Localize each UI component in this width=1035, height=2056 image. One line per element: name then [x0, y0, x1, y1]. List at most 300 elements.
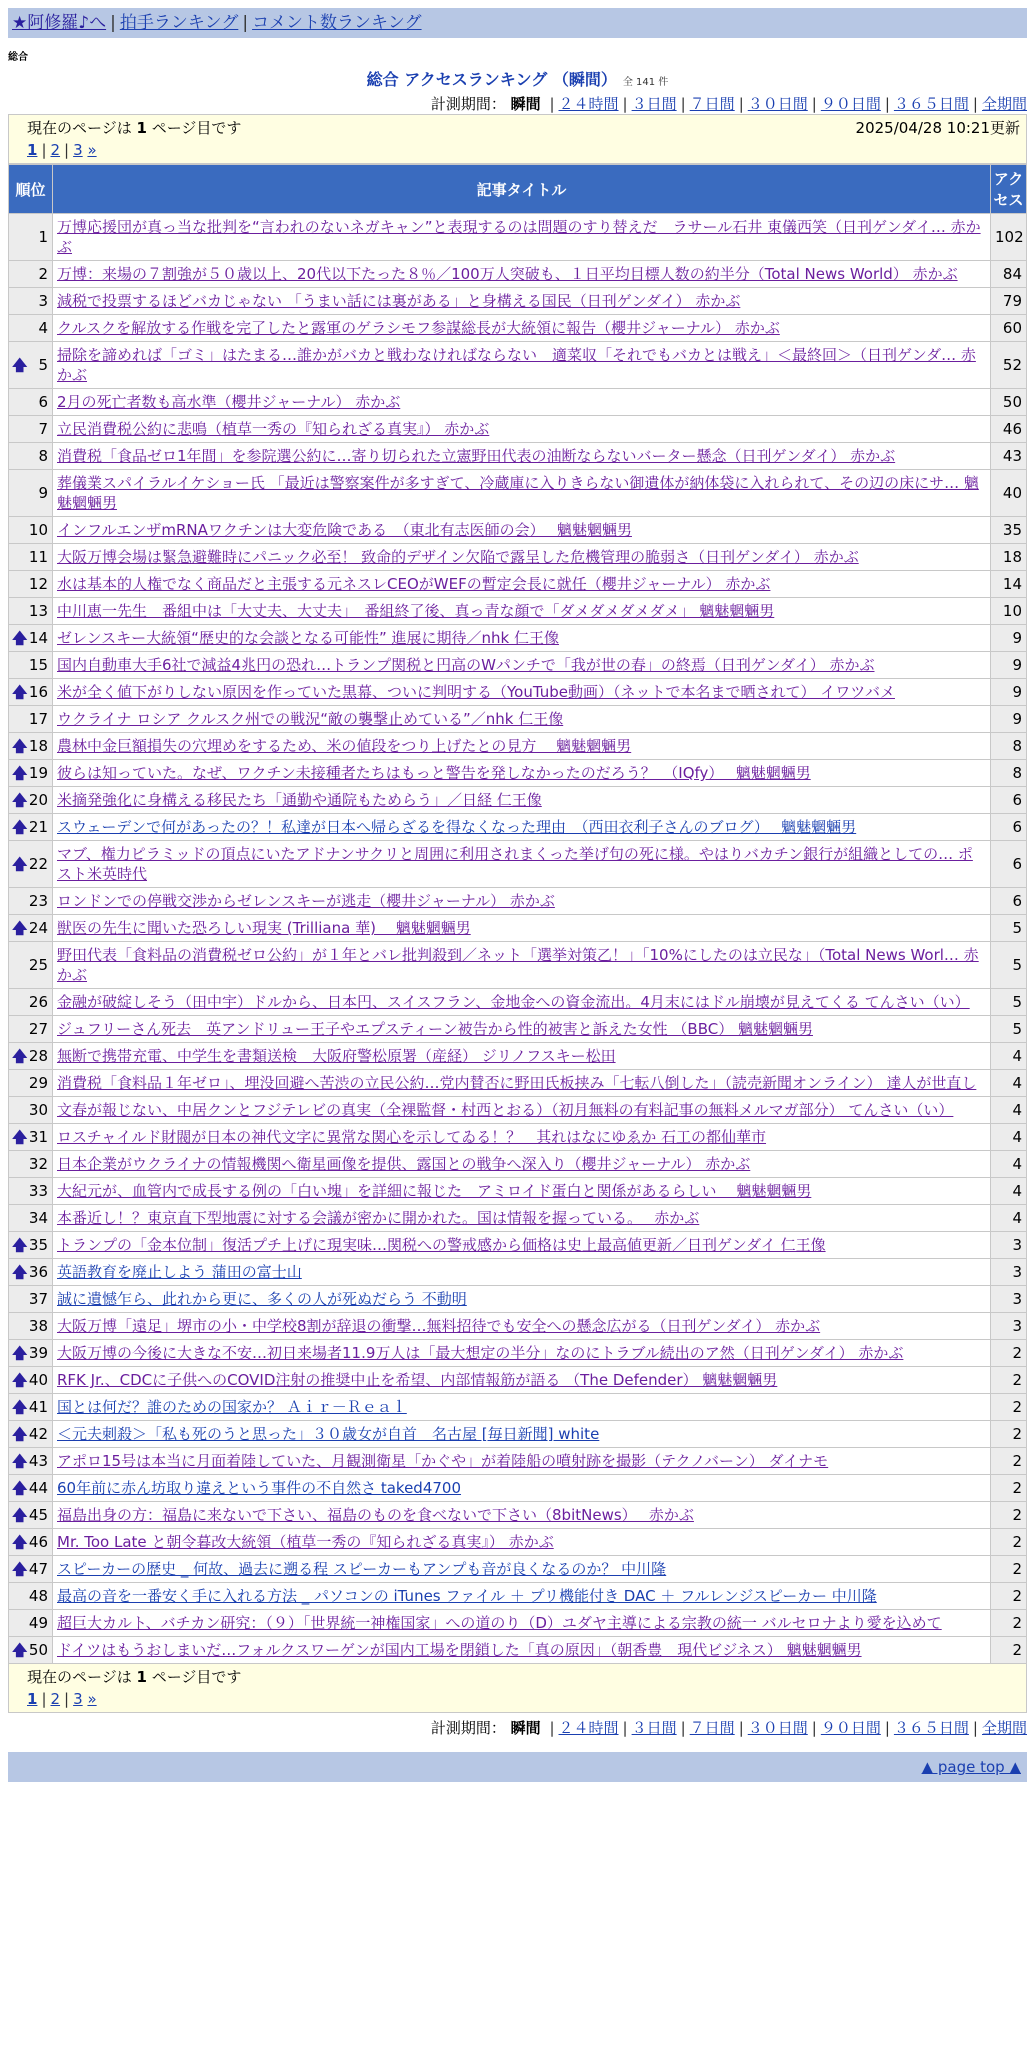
table-row	[9, 1610, 1027, 1637]
up-arrow-icon: 🡅	[12, 1371, 28, 1389]
up-arrow-icon: 🡅	[12, 1236, 28, 1254]
title-cell	[53, 814, 991, 841]
up-arrow-icon: 🡅	[12, 919, 28, 937]
ranking-title: 総合 アクセスランキング （瞬間）	[366, 70, 617, 89]
rank-number: 39	[28, 1344, 48, 1362]
title-cell	[53, 787, 991, 814]
article-link[interactable]: スウェーデンで何があったの？！私達が日本へ帰らざるを得なくなった理由 （西田衣利子さんのブログ） 魑魅魍魎男	[57, 818, 857, 836]
period-link[interactable]: ３０日間	[747, 1719, 808, 1737]
table-row	[9, 1421, 1027, 1448]
rank-number: 2	[38, 265, 48, 283]
up-arrow-icon: 🡅	[12, 356, 28, 374]
rank-cell	[9, 1232, 53, 1259]
title-cell	[53, 679, 991, 706]
article-link[interactable]: 消費税「食料品１年ゼロ」、埋没回避へ苦渋の立民公約…党内賛否に野田氏板挟み「七転八倒した」（読売新聞オンライン） 達人が世直し	[57, 1074, 977, 1092]
rank-number: 28	[28, 1047, 48, 1065]
title-cell	[53, 443, 991, 470]
table-row	[9, 787, 1027, 814]
title-cell	[53, 214, 991, 261]
rank-cell	[9, 760, 53, 787]
rank-number: 11	[28, 548, 48, 566]
table-row	[9, 706, 1027, 733]
access-count: 9	[991, 706, 1027, 733]
title-cell	[53, 1556, 991, 1583]
title-cell	[53, 989, 991, 1016]
access-count: 3	[991, 1286, 1027, 1313]
rank-cell	[9, 443, 53, 470]
pager-bottom: 1 | 2 | 3 »	[27, 1690, 97, 1708]
period-link[interactable]: ７日間	[689, 95, 735, 113]
article-link[interactable]: 文春が報じない、中居クンとフジテレビの真実（全裸監督・村西とおる）（初月無料の有料記事の無料メルマガ部分） てんさい（い）	[57, 1101, 954, 1119]
access-count: 10	[991, 598, 1027, 625]
rank-number: 30	[28, 1101, 48, 1119]
table-row	[9, 989, 1027, 1016]
article-link[interactable]: 大紀元が、血管内で成長する例の「白い塊」を詳細に報じた アミロイド蛋白と関係があるらしい 魑魅魍魎男	[57, 1182, 812, 1200]
table-row	[9, 915, 1027, 942]
article-link[interactable]: 消費税「食品ゼロ1年間」を参院選公約に…寄り切られた立憲野田代表の油断ならないバーター懸念（日刊ゲンダイ） 赤かぶ	[57, 447, 896, 465]
title-cell	[53, 760, 991, 787]
rank-number: 34	[28, 1209, 48, 1227]
title-cell	[53, 1394, 991, 1421]
rank-cell	[9, 288, 53, 315]
article-link[interactable]: 立民消費税公約に悲鳴（植草一秀の『知られざる真実』） 赤かぶ	[57, 420, 490, 438]
article-link[interactable]: 大阪万博の今後に大きな不安…初日来場者11.9万人は「最大想定の半分」なのにトラブル続出のア然（日刊ゲンダイ） 赤かぶ	[57, 1344, 904, 1362]
period-link[interactable]: ３６５日間	[893, 1719, 969, 1737]
rank-number: 29	[28, 1074, 48, 1092]
rank-number: 41	[28, 1398, 48, 1416]
access-count: 40	[991, 470, 1027, 517]
period-link[interactable]: ３０日間	[747, 95, 808, 113]
access-count: 52	[991, 342, 1027, 389]
table-row	[9, 1097, 1027, 1124]
page-status: 現在のページは 1 ページ目です	[27, 119, 242, 137]
rank-number: 37	[28, 1290, 48, 1308]
article-link[interactable]: 超巨大カルト、バチカン研究：（９）「世界統一神権国家」への道のり（D）ユダヤ主導による宗教の統一 バルセロナより愛を込めて	[57, 1614, 942, 1632]
table-row	[9, 1124, 1027, 1151]
next-page-link[interactable]: »	[87, 141, 97, 159]
rank-cell	[9, 1124, 53, 1151]
access-count: 8	[991, 733, 1027, 760]
period-link[interactable]: ２４時間	[558, 95, 619, 113]
table-row	[9, 1070, 1027, 1097]
rank-cell	[9, 1610, 53, 1637]
rank-cell	[9, 1313, 53, 1340]
article-link[interactable]: 誠に遺憾乍ら、此れから更に、多くの人が死ぬだらう 不動明	[57, 1290, 467, 1308]
article-link[interactable]: ＜元夫刺殺＞「私も死のうと思った」３０歳女が自首 名古屋 [毎日新聞] white	[57, 1425, 600, 1443]
rank-number: 23	[28, 892, 48, 910]
table-row	[9, 1016, 1027, 1043]
rank-number: 35	[28, 1236, 48, 1254]
rank-cell	[9, 1448, 53, 1475]
title-cell	[53, 733, 991, 760]
title-cell	[53, 1016, 991, 1043]
access-count: 50	[991, 389, 1027, 416]
access-count: 3	[991, 1259, 1027, 1286]
up-arrow-icon: 🡅	[12, 683, 28, 701]
access-count: 2	[991, 1529, 1027, 1556]
title-cell	[53, 1205, 991, 1232]
access-count: 2	[991, 1502, 1027, 1529]
rank-number: 6	[38, 393, 48, 411]
rank-cell	[9, 1637, 53, 1664]
access-count: 6	[991, 814, 1027, 841]
page-link[interactable]: 2	[50, 141, 61, 159]
table-row	[9, 517, 1027, 544]
rank-cell	[9, 1502, 53, 1529]
table-row	[9, 1340, 1027, 1367]
table-row	[9, 733, 1027, 760]
article-link[interactable]: 野田代表「食料品の消費税ゼロ公約」が１年とバレ批判殺到／ネット「選挙対策乙！」「10%にしたのは立民な」（Total News Worl… 赤かぶ	[57, 946, 979, 984]
rank-number: 25	[28, 956, 48, 974]
table-row	[9, 598, 1027, 625]
rank-cell	[9, 214, 53, 261]
article-link[interactable]: 彼らは知っていた。なぜ、ワクチン未接種者たちはもっと警告を発しなかったのだろう？ （IQfy） 魑魅魍魎男	[57, 764, 811, 782]
access-count: 9	[991, 679, 1027, 706]
table-row	[9, 760, 1027, 787]
rank-number: 47	[28, 1560, 48, 1578]
up-arrow-icon: 🡅	[12, 1344, 28, 1362]
title-cell	[53, 625, 991, 652]
article-link[interactable]: 中川恵一先生 番組中は「大丈夫、大丈夫」 番組終了後、真っ青な顔で「ダメダメダメダメ」 魑魅魍魎男	[57, 602, 775, 620]
article-link[interactable]: 農林中金巨額損失の穴埋めをするため、米の値段をつり上げたとの見方 魑魅魍魎男	[57, 737, 632, 755]
table-row	[9, 679, 1027, 706]
rank-cell	[9, 1583, 53, 1610]
article-link[interactable]: 大阪万博「遠足」堺市の小・中学校8割が辞退の衝撃…無料招待でも安全への懸念広がる（日刊ゲンダイ） 赤かぶ	[57, 1317, 821, 1335]
page-link-current[interactable]: 1	[27, 141, 38, 159]
table-row	[9, 571, 1027, 598]
access-count: 4	[991, 1097, 1027, 1124]
rank-number: 44	[28, 1479, 48, 1497]
article-link[interactable]: 米が全く値下がりしない原因を作っていた黒幕、ついに判明する（YouTube動画）（ネットで本名まで晒されて） イワツバメ	[57, 683, 895, 701]
rank-cell	[9, 1340, 53, 1367]
rank-cell	[9, 389, 53, 416]
up-arrow-icon: 🡅	[12, 791, 28, 809]
article-link[interactable]: 獣医の先生に聞いた恐ろしい現実 (Trilliana 華) 魑魅魍魎男	[57, 919, 471, 937]
table-row	[9, 1367, 1027, 1394]
rank-number: 5	[38, 356, 48, 374]
article-link[interactable]: ロンドンでの停戦交渉からゼレンスキーが逃走（櫻井ジャーナル） 赤かぶ	[57, 892, 555, 910]
period-label: 計測期間：	[430, 1719, 506, 1737]
up-arrow-icon: 🡅	[12, 855, 28, 873]
rank-number: 1	[38, 228, 48, 246]
table-row	[9, 470, 1027, 517]
table-row	[9, 1556, 1027, 1583]
table-row	[9, 1178, 1027, 1205]
up-arrow-icon: 🡅	[12, 1452, 28, 1470]
up-arrow-icon: 🡅	[12, 1533, 28, 1551]
page-link[interactable]: 2	[50, 1690, 61, 1708]
table-row	[9, 1448, 1027, 1475]
article-link[interactable]: 掃除を諦めれば「ゴミ」はたまる…誰かがバカと戦わなければならない 適菜収「それでもバカとは戦え」＜最終回＞（日刊ゲンダ… 赤かぶ	[57, 346, 976, 384]
home-link[interactable]: ★阿修羅♪へ	[12, 13, 107, 33]
period-link[interactable]: ３日間	[631, 1719, 677, 1737]
title-cell	[53, 1610, 991, 1637]
access-count: 4	[991, 1205, 1027, 1232]
title-cell	[53, 1502, 991, 1529]
top-nav-bar: ★阿修羅♪へ | 拍手ランキング | コメント数ランキング	[8, 8, 1027, 38]
article-link[interactable]: ロスチャイルド財閥が日本の神代文字に異常な関心を示してゐる！？ 其れはなにゆゑか 石工の都仙華市	[57, 1128, 767, 1146]
page-top-link[interactable]: ▲ page top ▲	[921, 1758, 1021, 1776]
footer-bar	[8, 1752, 1027, 1782]
rank-cell	[9, 571, 53, 598]
rank-number: 24	[28, 919, 48, 937]
table-row	[9, 1259, 1027, 1286]
page-link[interactable]: 3	[73, 1690, 83, 1708]
page-info-top	[8, 114, 1027, 164]
rank-number: 21	[28, 818, 48, 836]
up-arrow-icon: 🡅	[12, 1560, 28, 1578]
rank-cell	[9, 1529, 53, 1556]
rank-number: 18	[28, 737, 48, 755]
ranking-heading	[8, 67, 1027, 90]
access-count: 2	[991, 1421, 1027, 1448]
article-link[interactable]: ドイツはもうおしまいだ…フォルクスワーゲンが国内工場を閉鎖した「真の原因」（朝香豊 現代ビジネス） 魑魅魍魎男	[57, 1641, 862, 1659]
article-link[interactable]: トランプの「金本位制」復活プチ上げに現実味…関税への警戒感から価格は史上最高値更新／日刊ゲンダイ 仁王像	[57, 1236, 826, 1254]
table-row	[9, 416, 1027, 443]
period-link[interactable]: 全期間	[981, 1719, 1027, 1737]
title-cell	[53, 261, 991, 288]
rank-cell	[9, 598, 53, 625]
table-header-row	[9, 165, 1027, 214]
access-count: 79	[991, 288, 1027, 315]
access-count: 6	[991, 787, 1027, 814]
title-cell	[53, 1178, 991, 1205]
table-row	[9, 1529, 1027, 1556]
article-link[interactable]: アポロ15号は本当に月面着陸していた、月観測衛星「かぐや」が着陸船の噴射跡を撮影（テクノバーン） ダイナモ	[57, 1452, 829, 1470]
article-link[interactable]: 大阪万博会場は緊急避難時にパニック必至！ 致命的デザイン欠陥で露呈した危機管理の脆弱さ（日刊ゲンダイ） 赤かぶ	[57, 548, 859, 566]
access-count: 2	[991, 1367, 1027, 1394]
table-row	[9, 625, 1027, 652]
table-row	[9, 443, 1027, 470]
access-count: 6	[991, 841, 1027, 888]
article-link[interactable]: スピーカーの歴史 _ 何故、過去に遡る程 スピーカーもアンプも音が良くなるのか？ 中川隆	[57, 1560, 667, 1578]
access-count: 2	[991, 1394, 1027, 1421]
rank-cell	[9, 814, 53, 841]
page-link[interactable]: 3	[73, 141, 83, 159]
table-row	[9, 841, 1027, 888]
rank-cell	[9, 261, 53, 288]
article-link[interactable]: 金融が破綻しそう（田中宇）ドルから、日本円、スイスフラン、金地金への資金流出。4月末にはドル崩壊が見えてくる てんさい（い）	[57, 993, 970, 1011]
rank-number: 48	[28, 1587, 48, 1605]
period-selector-top	[8, 93, 1027, 114]
period-link[interactable]: ７日間	[689, 1719, 735, 1737]
article-link[interactable]: 日本企業がウクライナの情報機関へ衛星画像を提供、露国との戦争へ深入り（櫻井ジャーナル） 赤かぶ	[57, 1155, 751, 1173]
period-link[interactable]: 全期間	[981, 95, 1027, 113]
rank-cell	[9, 1259, 53, 1286]
period-selector-bottom	[8, 1717, 1027, 1738]
section-label: 総合	[8, 52, 28, 63]
article-link[interactable]: 万博：来場の７割強が５０歳以上、20代以下たった８％／100万人突破も、１日平均目標人数の約半分（Total News World） 赤かぶ	[57, 265, 958, 283]
title-cell	[53, 315, 991, 342]
up-arrow-icon: 🡅	[12, 1479, 28, 1497]
title-cell	[53, 1151, 991, 1178]
article-link[interactable]: 福島出身の方：福島に来ないで下さい、福島のものを食べないで下さい（8bitNews） 赤かぶ	[57, 1506, 694, 1524]
title-cell	[53, 288, 991, 315]
ranking-table	[8, 164, 1027, 1664]
rank-number: 8	[38, 447, 48, 465]
period-current: 瞬間	[510, 95, 541, 113]
rank-number: 38	[28, 1317, 48, 1335]
article-link[interactable]: 無断で携帯充電、中学生を書類送検 大阪府警松原署（産経） ジリノフスキー松田	[57, 1047, 616, 1065]
article-link[interactable]: ゼレンスキー大統領“歴史的な会談となる可能性” 進展に期待／nhk 仁王像	[57, 629, 559, 647]
article-link[interactable]: 最高の音を一番安く手に入れる方法 _ パソコンの iTunes ファイル ＋ プリ機能付き DAC ＋ フルレンジスピーカー 中川隆	[57, 1587, 877, 1605]
title-cell	[53, 544, 991, 571]
updated-time: 2025/04/28 10:21更新	[855, 119, 1020, 137]
rank-number: 3	[38, 292, 48, 310]
table-row	[9, 1583, 1027, 1610]
table-row	[9, 1232, 1027, 1259]
article-link[interactable]: Mr. Too Late と朝令暮改大統領（植草一秀の『知られざる真実』） 赤かぶ	[57, 1533, 554, 1551]
period-link[interactable]: ２４時間	[558, 1719, 619, 1737]
rank-number: 19	[28, 764, 48, 782]
title-cell	[53, 1637, 991, 1664]
article-link[interactable]: 60年前に赤ん坊取り違えという事件の不自然さ taked4700	[57, 1479, 462, 1497]
header-title: 記事タイトル	[53, 165, 991, 214]
rank-number: 42	[28, 1425, 48, 1443]
period-link[interactable]: ３６５日間	[893, 95, 969, 113]
article-link[interactable]: 万博応援団が真っ当な批判を“言われのないネガキャン”と表現するのは問題のすり替えだ ラサール石井 東儀西笑（日刊ゲンダイ… 赤かぶ	[57, 218, 981, 256]
rank-cell	[9, 625, 53, 652]
rank-number: 46	[28, 1533, 48, 1551]
access-count: 35	[991, 517, 1027, 544]
title-cell	[53, 1070, 991, 1097]
rank-number: 13	[28, 602, 48, 620]
article-link[interactable]: 2月の死亡者数も高水準（櫻井ジャーナル） 赤かぶ	[57, 393, 401, 411]
article-link[interactable]: 英語教育を廃止しよう 蒲田の富士山	[57, 1263, 302, 1281]
title-cell	[53, 389, 991, 416]
article-link[interactable]: ジュフリーさん死去 英アンドリュー王子やエプスティーン被告から性的被害と訴えた女性 （BBC） 魑魅魍魎男	[57, 1020, 813, 1038]
access-count: 102	[991, 214, 1027, 261]
article-link[interactable]: 水は基本的人権でなく商品だと主張する元ネスレCEOがWEFの暫定会長に就任（櫻井ジャーナル） 赤かぶ	[57, 575, 771, 593]
title-cell	[53, 1259, 991, 1286]
total-count: 全 141 件	[622, 77, 669, 88]
table-row	[9, 315, 1027, 342]
title-cell	[53, 915, 991, 942]
period-links: | ２４時間 | ３日間 | ７日間 | ３０日間 | ９０日間 | ３６５日間 | 全期間	[549, 1719, 1027, 1737]
rank-cell	[9, 1556, 53, 1583]
article-link[interactable]: 国内自動車大手6社で減益4兆円の恐れ…トランプ関税と円高のWパンチで「我が世の春」の終焉（日刊ゲンダイ） 赤かぶ	[57, 656, 875, 674]
access-count: 4	[991, 1151, 1027, 1178]
rank-cell	[9, 652, 53, 679]
rank-number: 16	[28, 683, 48, 701]
access-count: 4	[991, 1124, 1027, 1151]
access-count: 5	[991, 1016, 1027, 1043]
period-link[interactable]: ９０日間	[820, 1719, 881, 1737]
rank-cell	[9, 1097, 53, 1124]
rank-number: 27	[28, 1020, 48, 1038]
rank-cell	[9, 1475, 53, 1502]
rank-cell	[9, 787, 53, 814]
access-count: 3	[991, 1313, 1027, 1340]
table-row	[9, 1475, 1027, 1502]
article-link[interactable]: 葬儀業スパイラルイケショー氏 「最近は警察案件が多すぎて、冷蔵庫に入りきらない御遺体が納体袋に入れられて、その辺の床にサ… 魑魅魍魎男	[57, 474, 979, 512]
table-row	[9, 1286, 1027, 1313]
rank-number: 40	[28, 1371, 48, 1389]
clap-ranking-link[interactable]: 拍手ランキング	[119, 13, 239, 33]
period-current: 瞬間	[510, 1719, 541, 1737]
table-row	[9, 1205, 1027, 1232]
article-link[interactable]: 米摘発強化に身構える移民たち「通勤や通院もためらう」／日経 仁王像	[57, 791, 542, 809]
title-cell	[53, 1529, 991, 1556]
title-cell	[53, 888, 991, 915]
table-row	[9, 214, 1027, 261]
table-row	[9, 261, 1027, 288]
access-count: 9	[991, 652, 1027, 679]
article-link[interactable]: 本番近し！？東京直下型地震に対する会議が密かに開かれた。国は情報を握っている。 赤かぶ	[57, 1209, 700, 1227]
article-link[interactable]: マブ、権力ピラミッドの頂点にいたアドナンサクリと周囲に利用されまくった挙げ句の死に様。やはりバカチン銀行が組織としての… ポスト米英時代	[57, 845, 973, 883]
period-link[interactable]: ９０日間	[820, 95, 881, 113]
table-row	[9, 814, 1027, 841]
page-info-bottom	[8, 1664, 1027, 1713]
title-cell	[53, 706, 991, 733]
table-row	[9, 1394, 1027, 1421]
rank-number: 14	[28, 629, 48, 647]
period-link[interactable]: ３日間	[631, 95, 677, 113]
rank-cell	[9, 1286, 53, 1313]
table-row	[9, 888, 1027, 915]
access-count: 2	[991, 1583, 1027, 1610]
rank-number: 7	[38, 420, 48, 438]
rank-cell	[9, 942, 53, 989]
rank-cell	[9, 989, 53, 1016]
rank-cell	[9, 1205, 53, 1232]
rank-cell	[9, 1151, 53, 1178]
title-cell	[53, 1286, 991, 1313]
article-link[interactable]: ウクライナ ロシア クルスク州での戦況“敵の襲撃止めている”／nhk 仁王像	[57, 710, 564, 728]
table-row	[9, 288, 1027, 315]
up-arrow-icon: 🡅	[12, 1047, 28, 1065]
article-link[interactable]: インフルエンザmRNAワクチンは大変危険である （東北有志医師の会） 魑魅魍魎男	[57, 521, 632, 539]
up-arrow-icon: 🡅	[12, 1506, 28, 1524]
article-link[interactable]: 国とは何だ？誰のための国家か？ Ａｉｒ－Ｒｅａｌ	[57, 1398, 407, 1416]
title-cell	[53, 1340, 991, 1367]
table-row	[9, 1637, 1027, 1664]
page-link-current[interactable]: 1	[27, 1690, 38, 1708]
rank-number: 32	[28, 1155, 48, 1173]
article-link[interactable]: クルスクを解放する作戦を完了したと露軍のゲラシモフ参謀総長が大統領に報告（櫻井ジャーナル） 赤かぶ	[57, 319, 780, 337]
comment-ranking-link[interactable]: コメント数ランキング	[252, 13, 422, 33]
title-cell	[53, 942, 991, 989]
table-row	[9, 1502, 1027, 1529]
up-arrow-icon: 🡅	[12, 629, 28, 647]
article-link[interactable]: 減税で投票するほどバカじゃない 「うまい話には裏がある」と身構える国民（日刊ゲンダイ） 赤かぶ	[57, 292, 741, 310]
title-cell	[53, 1421, 991, 1448]
access-count: 60	[991, 315, 1027, 342]
rank-number: 50	[28, 1641, 48, 1659]
next-page-link[interactable]: »	[87, 1690, 97, 1708]
access-count: 2	[991, 1637, 1027, 1664]
up-arrow-icon: 🡅	[12, 1398, 28, 1416]
rank-cell	[9, 841, 53, 888]
rank-cell	[9, 1070, 53, 1097]
rank-cell	[9, 470, 53, 517]
rank-number: 20	[28, 791, 48, 809]
rank-cell	[9, 1367, 53, 1394]
title-cell	[53, 1043, 991, 1070]
table-row	[9, 544, 1027, 571]
title-cell	[53, 342, 991, 389]
rank-cell	[9, 1043, 53, 1070]
rank-cell	[9, 1394, 53, 1421]
title-cell	[53, 841, 991, 888]
rank-cell	[9, 544, 53, 571]
access-count: 18	[991, 544, 1027, 571]
article-link[interactable]: RFK Jr.、CDCに子供へのCOVID注射の推奨中止を希望、内部情報筋が語る （The Defender） 魑魅魍魎男	[57, 1371, 778, 1389]
access-count: 2	[991, 1448, 1027, 1475]
access-count: 43	[991, 443, 1027, 470]
title-cell	[53, 1097, 991, 1124]
rank-number: 17	[28, 710, 48, 728]
